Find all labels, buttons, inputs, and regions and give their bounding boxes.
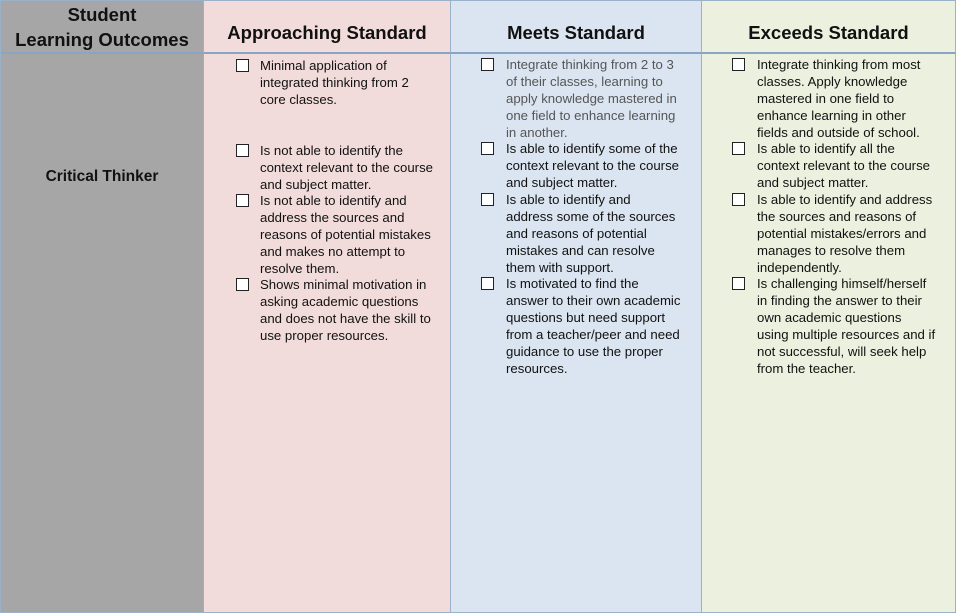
criterion-text: Is able to identify some of the context relevant to the course and subject matter. (506, 141, 680, 190)
header-exceeds (702, 1, 956, 54)
exceeds-cell (702, 54, 956, 613)
header-outcomes-text: Student Learning Outcomes (15, 4, 189, 50)
meets-cell (451, 54, 702, 613)
checkbox[interactable] (236, 278, 249, 291)
outcome-label: Critical Thinker (45, 168, 159, 185)
checkbox[interactable] (481, 193, 494, 206)
checkbox[interactable] (732, 58, 745, 71)
criterion-text: Is able to identify and address some of the sources and reasons of potential mistakes and can resolve them with support. (506, 192, 676, 275)
outcome-cell (1, 54, 204, 613)
checkbox[interactable] (236, 144, 249, 157)
header-approaching-text: Approaching Standard (227, 22, 427, 43)
header-outcomes (1, 1, 204, 54)
criterion-text: Integrate thinking from 2 to 3 of their classes, learning to apply knowledge mastered in one field to enhance learning in another. (506, 57, 677, 140)
checkbox[interactable] (481, 58, 494, 71)
criterion-text: Is challenging himself/herself in finding the answer to their own academic questions using multiple resources and if not successful, will seek help from the teacher. (757, 276, 936, 376)
criterion-text: Is able to identify and address the sources and reasons of potential mistakes/errors and manages to resolve them independently. (757, 192, 933, 275)
checkbox[interactable] (732, 142, 745, 155)
criterion-text: Is not able to identify the context relevant to the course and subject matter. (260, 143, 434, 192)
header-meets-text: Meets Standard (507, 22, 645, 43)
header-meets (451, 1, 702, 54)
checkbox[interactable] (236, 194, 249, 207)
checkbox[interactable] (481, 142, 494, 155)
criterion-text: Integrate thinking from most classes. Apply knowledge mastered in one field to enhance learning in other fields and outside of school. (757, 57, 921, 140)
checkbox[interactable] (481, 277, 494, 290)
criterion-text: Is motivated to find the answer to their own academic questions but need support from a teacher/peer and need guidance to use the proper resources. (506, 276, 681, 376)
checkbox[interactable] (732, 277, 745, 290)
header-exceeds-text: Exceeds Standard (748, 22, 909, 43)
checkbox[interactable] (236, 59, 249, 72)
header-approaching (204, 1, 451, 54)
criterion-text: Shows minimal motivation in asking academic questions and does not have the skill to use proper resources. (260, 277, 431, 343)
criterion-text: Minimal application of integrated thinking from 2 core classes. (260, 58, 409, 107)
criterion-text: Is not able to identify and address the sources and reasons of potential mistakes and makes no attempt to resolve them. (260, 193, 431, 276)
criterion-text: Is able to identify all the context relevant to the course and subject matter. (757, 141, 931, 190)
approaching-cell (204, 54, 451, 613)
checkbox[interactable] (732, 193, 745, 206)
